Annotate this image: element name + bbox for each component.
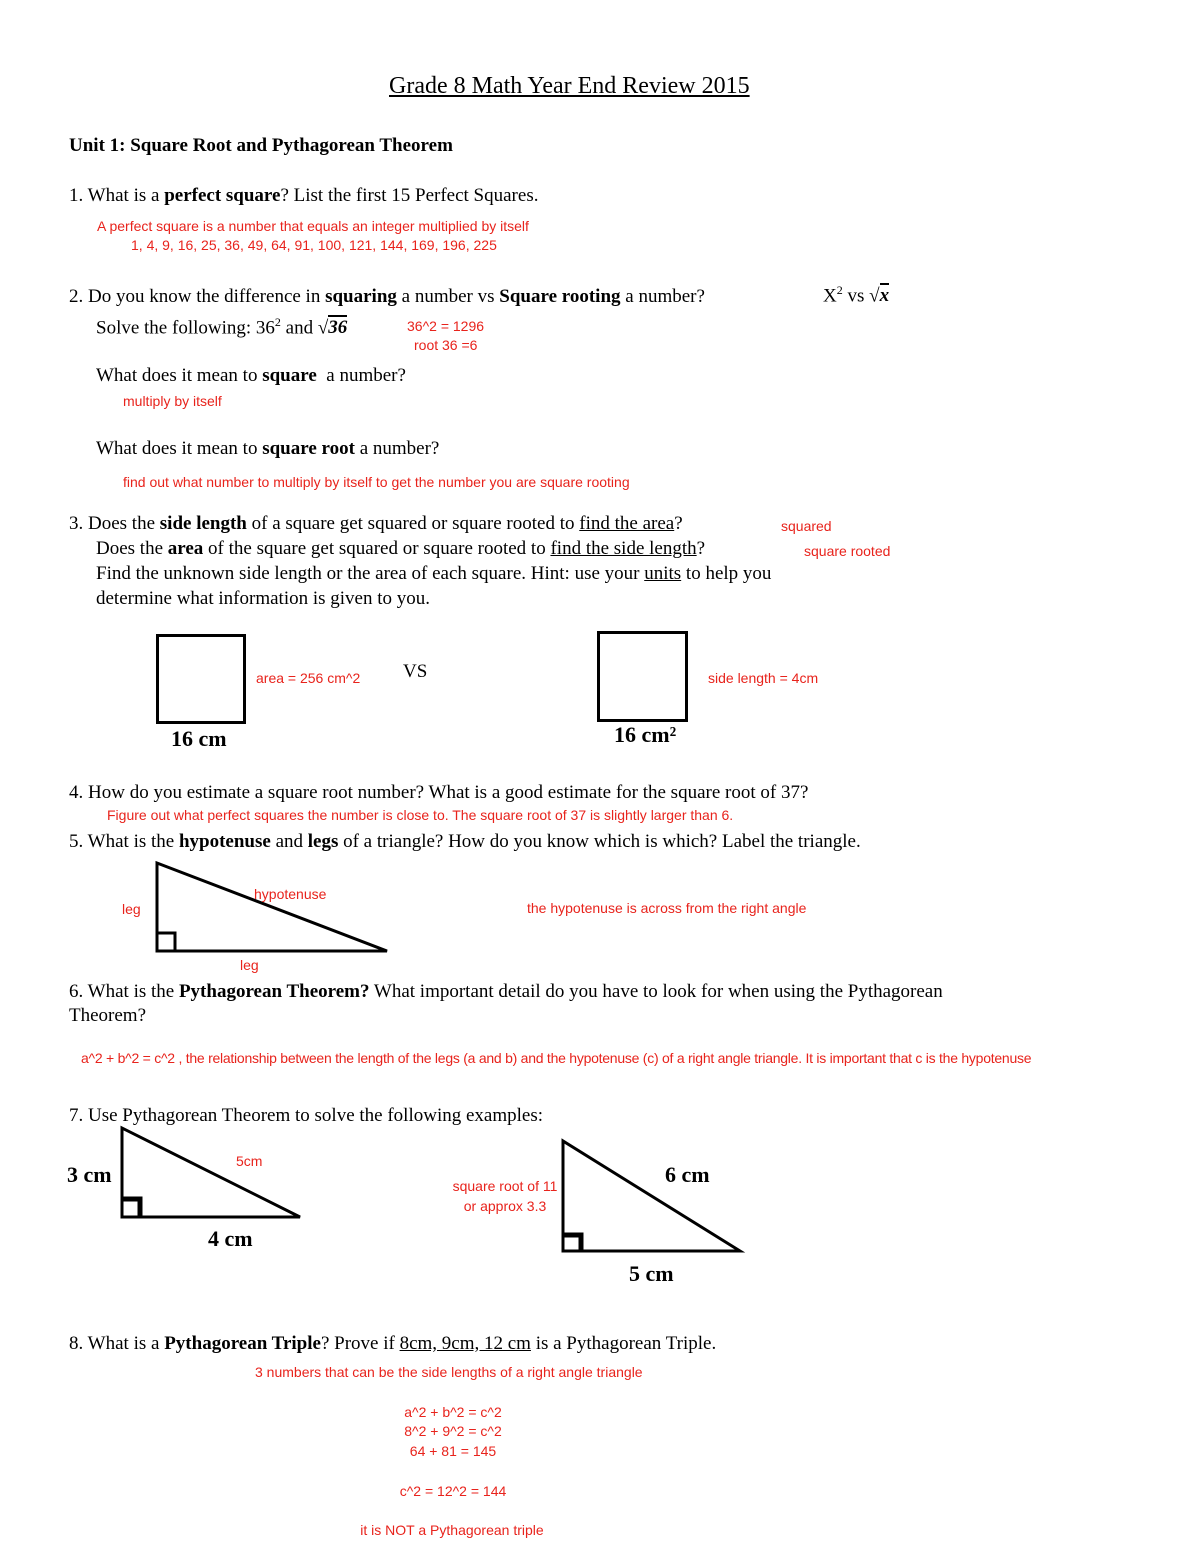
q2-solve-prompt: Solve the following: $36^2$ and √36	[96, 315, 348, 339]
q8-answer-definition: 3 numbers that can be the side lengths of a right angle triangle	[255, 1364, 643, 1380]
t1-label-vertical: 3 cm	[67, 1162, 112, 1187]
question-3-line-4: determine what information is given to you.	[96, 588, 431, 609]
question-3-line-3: Find the unknown side length or the area of each square. Hint: use your units to help you	[96, 563, 772, 584]
q3-answer-square-rooted: square rooted	[804, 543, 891, 559]
square-left-label: 16 cm	[171, 726, 227, 751]
q8-work-line-3: 64 + 81 = 145	[409, 1443, 497, 1459]
question-6-line-2: Theorem?	[69, 1005, 147, 1026]
q8-work-line-4: c^2 = 12^2 = 144	[399, 1483, 507, 1499]
q2-sub-square-answer: multiply by itself	[123, 393, 222, 409]
question-3-line-2: Does the area of the square get squared or square rooted to find the side length?	[96, 538, 706, 559]
q2-sub-root: What does it mean to square root a number?	[96, 438, 440, 459]
t2-label-hypotenuse: 6 cm	[665, 1162, 710, 1187]
question-1: 1. What is a perfect square? List the first 15 Perfect Squares.	[69, 185, 539, 206]
t2-answer-line-1: square root of 11	[452, 1178, 558, 1194]
page-title: Grade 8 Math Year End Review 2015	[389, 73, 750, 99]
t1-label-horizontal: 4 cm	[208, 1226, 253, 1251]
question-3-line-1: 3. Does the side length of a square get squared or square rooted to find the area?	[69, 513, 683, 534]
question-2: 2. Do you know the difference in squaring a number vs Square rooting a number?	[69, 286, 705, 307]
q8-work-line-1: a^2 + b^2 = c^2	[404, 1404, 502, 1420]
unit-heading: Unit 1: Square Root and Pythagorean Theorem	[69, 135, 453, 156]
square-vs-root-notation: $X^2$ vs √x	[823, 283, 890, 307]
t1-answer: 5cm	[236, 1153, 263, 1169]
square-right-label: 16 cm²	[614, 722, 677, 747]
question-6-line-1: 6. What is the Pythagorean Theorem? What important detail do you have to look for when using the Pythagorean	[69, 981, 943, 1002]
q1-answer-definition: A perfect square is a number that equals an integer multiplied by itself	[97, 218, 529, 234]
question-8: 8. What is a Pythagorean Triple? Prove if 8cm, 9cm, 12 cm is a Pythagorean Triple.	[69, 1333, 717, 1354]
q8-conclusion: it is NOT a Pythagorean triple	[360, 1522, 544, 1538]
q8-work-line-2: 8^2 + 9^2 = c^2	[404, 1423, 502, 1439]
question-7: 7. Use Pythagorean Theorem to solve the following examples:	[69, 1105, 544, 1126]
vs-label: VS	[403, 661, 428, 682]
question-4: 4. How do you estimate a square root number? What is a good estimate for the square root of 37?	[69, 782, 809, 803]
square-left-answer: area = 256 cm^2	[256, 670, 361, 686]
q5-answer: the hypotenuse is across from the right angle	[527, 900, 807, 916]
q2-answer-square: 36^2 = 1296	[407, 318, 485, 334]
q5-label-leg-horizontal: leg	[240, 957, 259, 973]
q5-label-leg-vertical: leg	[122, 901, 141, 917]
t2-answer-line-2: or approx 3.3	[463, 1198, 547, 1214]
q2-sub-square: What does it mean to square a number?	[96, 365, 406, 386]
square-right-answer: side length = 4cm	[708, 670, 819, 686]
q1-answer-list: 1, 4, 9, 16, 25, 36, 49, 64, 91, 100, 121, 144, 169, 196, 225	[131, 237, 497, 253]
q2-sub-root-answer: find out what number to multiply by itself to get the number you are square rooting	[123, 474, 630, 490]
q6-answer: a^2 + b^2 = c^2 , the relationship between the length of the legs (a and b) and the hypotenuse (c) of a right angle triangle. It is important that c is the hypotenuse	[81, 1050, 1032, 1066]
q4-answer: Figure out what perfect squares the number is close to. The square root of 37 is slightly larger than 6.	[107, 807, 734, 823]
t2-label-horizontal: 5 cm	[629, 1261, 674, 1286]
q5-label-hypotenuse: hypotenuse	[254, 886, 327, 902]
q3-answer-squared: squared	[781, 518, 832, 534]
question-5: 5. What is the hypotenuse and legs of a triangle? How do you know which is which? Label the triangle.	[69, 831, 861, 852]
q2-answer-root: root 36 =6	[414, 337, 478, 353]
